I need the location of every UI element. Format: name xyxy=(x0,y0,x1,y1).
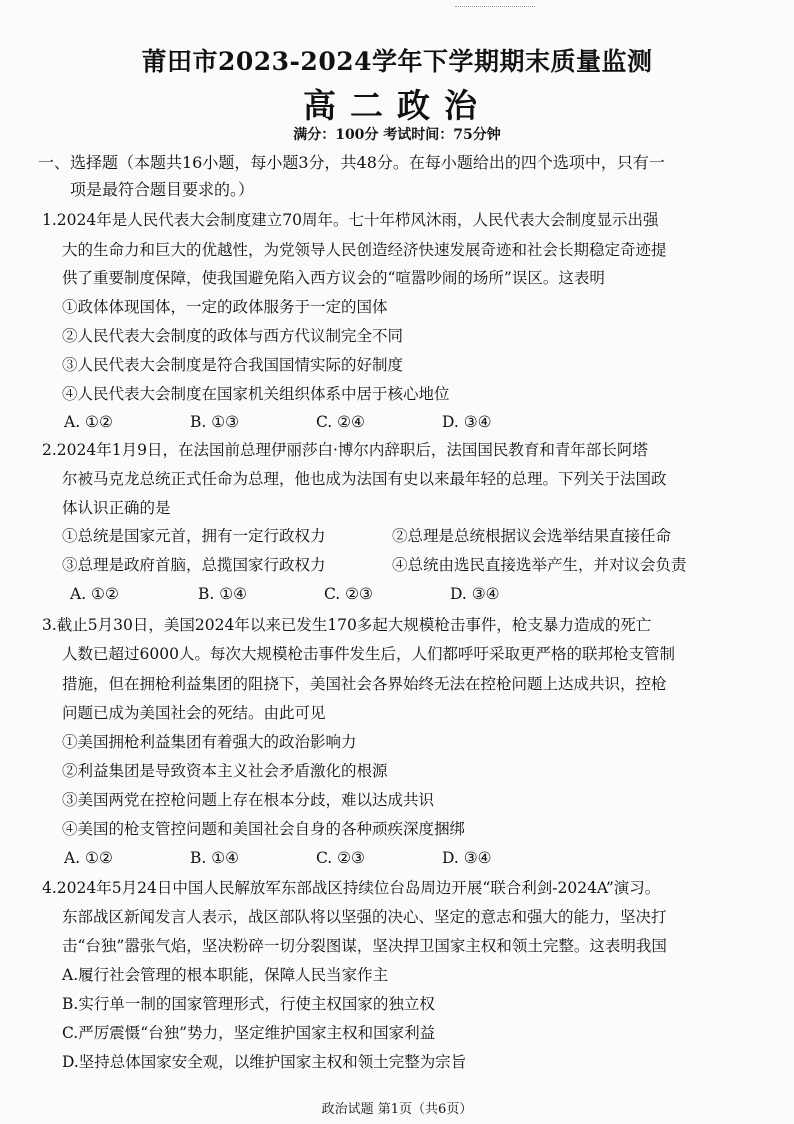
q2-stem-line: 尔被马克龙总统正式任命为总理，他也成为法国有史以来最年轻的总理。下列关于法国政 xyxy=(62,470,667,488)
q2-option-c: C. ②③ xyxy=(324,585,373,603)
q1-stem-line: 供了重要制度保障，使我国避免陷入西方议会的“喧嚣吵闹的场所”误区。这表明 xyxy=(62,269,605,287)
exam-meta: 满分：100分 考试时间：75分钟 xyxy=(293,127,501,143)
q2-statement: ②总理是总统根据议会选举结果直接任命 xyxy=(392,527,672,545)
exam-title: 莆田市2023-2024学年下学期期末质量监测 xyxy=(141,47,653,76)
q1-option-d: D. ③④ xyxy=(442,413,492,431)
q1-statement: ①政体体现国体，一定的政体服务于一定的国体 xyxy=(62,298,388,316)
subject-title: 高二政治 xyxy=(303,86,491,125)
q2-option-b: B. ①④ xyxy=(198,585,248,603)
q2-option-d: D. ③④ xyxy=(450,585,500,603)
q4-option-c: C.严厉震慑“台独”势力，坚定维护国家主权和国家利益 xyxy=(62,1024,436,1042)
q1-statement: ②人民代表大会制度的政体与西方代议制完全不同 xyxy=(62,327,404,345)
q4-option-a: A.履行社会管理的根本职能，保障人民当家作主 xyxy=(62,966,389,984)
scan-artifact xyxy=(455,6,535,13)
q3-statement: ①美国拥枪利益集团有着强大的政治影响力 xyxy=(62,733,357,751)
q3-stem-line: 措施，但在拥枪利益集团的阻挠下，美国社会各界始终无法在控枪问题上达成共识，控枪 xyxy=(62,675,667,693)
q2-statement: ③总理是政府首脑，总揽国家行政权力 xyxy=(62,556,326,574)
q3-statement: ②利益集团是导致资本主义社会矛盾激化的根源 xyxy=(62,762,388,780)
q1-option-b: B. ①③ xyxy=(190,413,240,431)
q2-statement: ①总统是国家元首，拥有一定行政权力 xyxy=(62,527,326,545)
q2-option-a: A. ①② xyxy=(70,585,119,603)
q3-option-b: B. ①④ xyxy=(190,849,240,867)
q4-stem-line: 击“台独”嚣张气焰，坚决粉碎一切分裂图谋，坚决捍卫国家主权和领土完整。这表明我国 xyxy=(62,937,667,955)
q3-option-d: D. ③④ xyxy=(442,849,492,867)
q2-stem-line: 2.2024年1月9日，在法国前总理伊丽莎白·博尔内辞职后，法国国民教育和青年部长阿塔 xyxy=(42,441,648,459)
q1-statement: ④人民代表大会制度在国家机关组织体系中居于核心地位 xyxy=(62,385,450,403)
q1-stem-line: 1.2024年是人民代表大会制度建立70周年。七十年栉风沐雨，人民代表大会制度显示出强 xyxy=(42,211,659,229)
section-heading: 一、选择题（本题共16小题，每小题3分，共48分。在每小题给出的四个选项中，只有一 xyxy=(38,153,665,172)
q1-stem-line: 大的生命力和巨大的优越性，为党领导人民创造经济快速发展奇迹和社会长期稳定奇迹提 xyxy=(62,241,667,259)
q3-statement: ③美国两党在控枪问题上存在根本分歧，难以达成共识 xyxy=(62,791,435,809)
q3-statement: ④美国的枪支管控问题和美国社会自身的各种顽疾深度捆绑 xyxy=(62,820,466,838)
q1-option-c: C. ②④ xyxy=(316,413,365,431)
q2-stem-line: 体认识正确的是 xyxy=(62,499,171,517)
q1-option-a: A. ①② xyxy=(64,413,113,431)
q3-stem-line: 问题已成为美国社会的死结。由此可见 xyxy=(62,704,326,722)
q2-statement: ④总统由选民直接选举产生，并对议会负责 xyxy=(392,556,687,574)
q3-stem-line: 人数已超过6000人。每次大规模枪击事件发生后，人们都呼吁采取更严格的联邦枪支管制 xyxy=(62,645,675,663)
section-heading-cont: 项是最符合题目要求的。） xyxy=(70,180,255,199)
page-footer: 政治试题 第1页（共6页） xyxy=(321,1102,473,1117)
q4-stem-line: 东部战区新闻发言人表示，战区部队将以坚强的决心、坚定的意志和强大的能力，坚决打 xyxy=(62,908,667,926)
q3-stem-line: 3.截止5月30日，美国2024年以来已发生170多起大规模枪击事件，枪支暴力造成的死亡 xyxy=(42,616,652,634)
q4-option-b: B.实行单一制的国家管理形式，行使主权国家的独立权 xyxy=(62,995,435,1013)
q1-statement: ③人民代表大会制度是符合我国国情实际的好制度 xyxy=(62,356,404,374)
q3-option-a: A. ①② xyxy=(64,849,113,867)
q3-option-c: C. ②③ xyxy=(316,849,365,867)
q4-stem-line: 4.2024年5月24日中国人民解放军东部战区持续位台岛周边开展“联合利剑-2024A”演习。 xyxy=(42,879,661,897)
q4-option-d: D.坚持总体国家安全观，以维护国家主权和领土完整为宗旨 xyxy=(62,1053,467,1071)
